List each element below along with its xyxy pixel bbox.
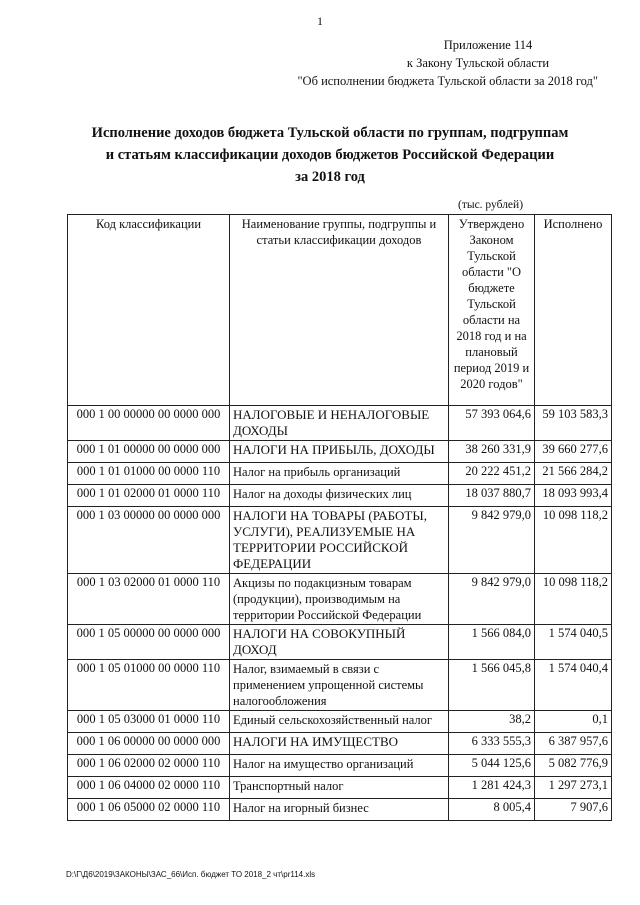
name-cell: НАЛОГИ НА СОВОКУПНЫЙ ДОХОД xyxy=(230,625,449,660)
name-cell: Налог, взимаемый в связи с применением упрощенной системы налогообложения xyxy=(230,660,449,711)
code-cell: 000 1 06 00000 00 0000 000 xyxy=(68,733,230,755)
table-row xyxy=(68,625,612,660)
approved-cell: 1 281 424,3 xyxy=(449,777,535,799)
table-row xyxy=(68,406,612,441)
title-line: за 2018 год xyxy=(295,169,365,185)
file-path-footer: D:\Г\Д6\2019\ЗАКОНЫ\ЗАС_66\Исп. бюджет ТО 2018_2 чт\pr114.xls xyxy=(66,870,316,879)
table-row xyxy=(68,799,612,821)
name-cell: НАЛОГИ НА ПРИБЫЛЬ, ДОХОДЫ xyxy=(230,441,449,463)
document-title xyxy=(60,122,600,188)
appendix-header xyxy=(268,36,598,90)
table-row xyxy=(68,660,612,711)
header-name: Наименование группы, подгруппы и статьи классификации доходов xyxy=(230,215,449,406)
executed-cell: 10 098 118,2 xyxy=(535,574,612,625)
approved-cell: 20 222 451,2 xyxy=(449,463,535,485)
header-code: Код классификации xyxy=(68,215,230,406)
executed-cell: 1 574 040,4 xyxy=(535,660,612,711)
table-row xyxy=(68,755,612,777)
executed-cell: 5 082 776,9 xyxy=(535,755,612,777)
approved-cell: 57 393 064,6 xyxy=(449,406,535,441)
code-cell: 000 1 05 01000 00 0000 110 xyxy=(68,660,230,711)
code-cell: 000 1 06 05000 02 0000 110 xyxy=(68,799,230,821)
table-row xyxy=(68,777,612,799)
name-cell: Налог на игорный бизнес xyxy=(230,799,449,821)
executed-cell: 39 660 277,6 xyxy=(535,441,612,463)
approved-cell: 8 005,4 xyxy=(449,799,535,821)
approved-cell: 1 566 084,0 xyxy=(449,625,535,660)
approved-cell: 18 037 880,7 xyxy=(449,485,535,507)
name-cell: Транспортный налог xyxy=(230,777,449,799)
code-cell: 000 1 01 00000 00 0000 000 xyxy=(68,441,230,463)
approved-cell: 38,2 xyxy=(449,711,535,733)
executed-cell: 10 098 118,2 xyxy=(535,507,612,574)
revenue-table xyxy=(67,214,612,821)
header-executed: Исполнено xyxy=(535,215,612,406)
code-cell: 000 1 06 02000 02 0000 110 xyxy=(68,755,230,777)
code-cell: 000 1 03 02000 01 0000 110 xyxy=(68,574,230,625)
executed-cell: 1 297 273,1 xyxy=(535,777,612,799)
page-number: 1 xyxy=(317,14,323,28)
approved-cell: 9 842 979,0 xyxy=(449,507,535,574)
name-cell: Налог на доходы физических лиц xyxy=(230,485,449,507)
code-cell: 000 1 05 00000 00 0000 000 xyxy=(68,625,230,660)
code-cell: 000 1 05 03000 01 0000 110 xyxy=(68,711,230,733)
table-row xyxy=(68,485,612,507)
approved-cell: 38 260 331,9 xyxy=(449,441,535,463)
executed-cell: 21 566 284,2 xyxy=(535,463,612,485)
table-header-row xyxy=(68,215,612,406)
name-cell: Акцизы по подакцизным товарам (продукции), производимым на территории Российской Федерации xyxy=(230,574,449,625)
name-cell: НАЛОГИ НА ТОВАРЫ (РАБОТЫ, УСЛУГИ), РЕАЛИЗУЕМЫЕ НА ТЕРРИТОРИИ РОССИЙСКОЙ ФЕДЕРАЦИИ xyxy=(230,507,449,574)
name-cell: НАЛОГОВЫЕ И НЕНАЛОГОВЫЕ ДОХОДЫ xyxy=(230,406,449,441)
executed-cell: 59 103 583,3 xyxy=(535,406,612,441)
table-row xyxy=(68,441,612,463)
units-label: (тыс. рублей) xyxy=(458,199,524,211)
code-cell: 000 1 01 02000 01 0000 110 xyxy=(68,485,230,507)
table-row xyxy=(68,733,612,755)
table-row xyxy=(68,507,612,574)
table-row xyxy=(68,463,612,485)
name-cell: Налог на имущество организаций xyxy=(230,755,449,777)
approved-cell: 1 566 045,8 xyxy=(449,660,535,711)
table-row xyxy=(68,574,612,625)
code-cell: 000 1 03 00000 00 0000 000 xyxy=(68,507,230,574)
executed-cell: 18 093 993,4 xyxy=(535,485,612,507)
appendix-line: к Закону Тульской области xyxy=(406,56,550,70)
title-line: и статьям классификации доходов бюджетов Российской Федерации xyxy=(105,147,555,163)
executed-cell: 6 387 957,6 xyxy=(535,733,612,755)
code-cell: 000 1 01 01000 00 0000 110 xyxy=(68,463,230,485)
title-line: Исполнение доходов бюджета Тульской области по группам, подгруппам xyxy=(91,125,569,141)
executed-cell: 1 574 040,5 xyxy=(535,625,612,660)
table-row xyxy=(68,711,612,733)
approved-cell: 5 044 125,6 xyxy=(449,755,535,777)
appendix-line: Приложение 114 xyxy=(443,38,533,52)
executed-cell: 7 907,6 xyxy=(535,799,612,821)
header-approved: Утверждено Законом Тульской области "О бюджете Тульской области на 2018 год и на плановый период 2019 и 2020 годов" xyxy=(449,215,535,406)
approved-cell: 9 842 979,0 xyxy=(449,574,535,625)
name-cell: Налог на прибыль организаций xyxy=(230,463,449,485)
executed-cell: 0,1 xyxy=(535,711,612,733)
name-cell: Единый сельскохозяйственный налог xyxy=(230,711,449,733)
approved-cell: 6 333 555,3 xyxy=(449,733,535,755)
code-cell: 000 1 06 04000 02 0000 110 xyxy=(68,777,230,799)
code-cell: 000 1 00 00000 00 0000 000 xyxy=(68,406,230,441)
appendix-line: "Об исполнении бюджета Тульской области за 2018 год" xyxy=(297,74,598,88)
name-cell: НАЛОГИ НА ИМУЩЕСТВО xyxy=(230,733,449,755)
